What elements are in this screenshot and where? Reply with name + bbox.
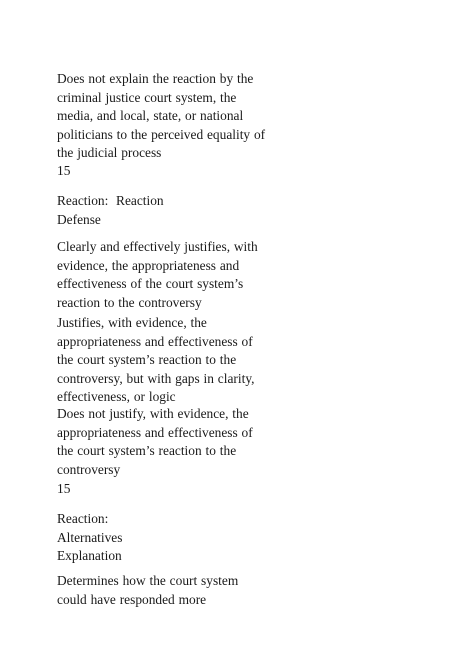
points-value: 15: [57, 163, 71, 178]
points-value: 15: [57, 481, 71, 496]
rubric-criterion-text: Does not explain the reaction by the criminal justice court system, the media, and local, state, or national politicians to the perceived equality of the judicial process: [57, 71, 266, 161]
rubric-criterion-text: Does not justify, with evidence, the appropriateness and effectiveness of the court system’s reaction to the controversy: [57, 406, 253, 477]
criterion-heading: Reaction: Reaction Defense: [57, 193, 164, 227]
rubric-criterion-text: Justifies, with evidence, the appropriateness and effectiveness of the court system’s reaction to the controversy, but with gaps in clarity, effectiveness, or logic: [57, 315, 255, 405]
criterion-heading: Reaction: Alternatives Explanation: [57, 511, 123, 564]
rubric-criterion-text: Determines how the court system could have responded more: [57, 573, 239, 607]
rubric-criterion-text: Clearly and effectively justifies, with evidence, the appropriateness and effectiveness of the court system’s reaction to the controversy: [57, 239, 258, 310]
